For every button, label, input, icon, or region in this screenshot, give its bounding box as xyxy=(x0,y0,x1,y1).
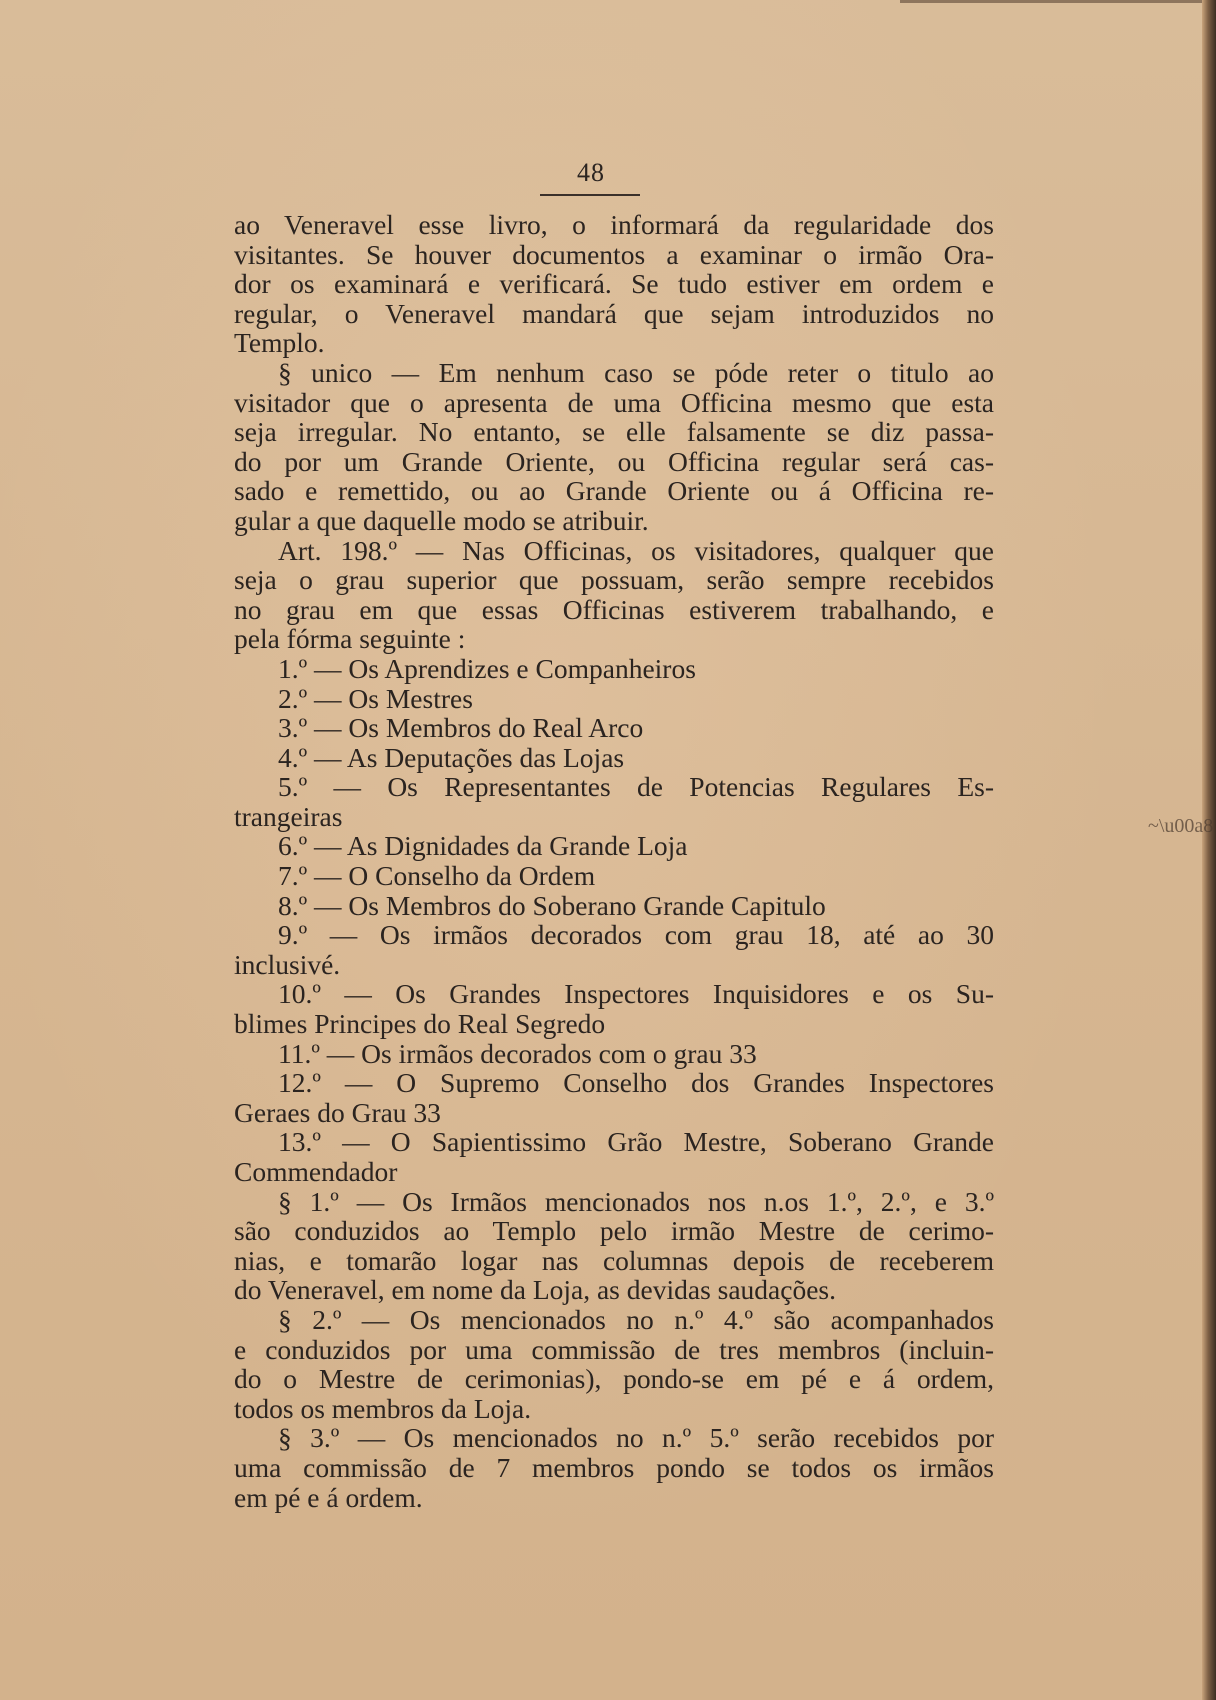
text-line: no grau em que essas Officinas estiverem trabalhando, e xyxy=(234,593,994,625)
text-line: 12.º — O Supremo Conselho dos Grandes Inspectores xyxy=(278,1067,994,1099)
text-line: 5.º — Os Representantes de Potencias Regulares Es- xyxy=(278,771,994,803)
text-line: uma commissão de 7 membros pondo se todos os irmãos xyxy=(234,1451,994,1483)
text-line: regular, o Veneravel mandará que sejam introduzidos no xyxy=(234,297,994,329)
text-line: 6.º — As Dignidades da Grande Loja xyxy=(278,830,688,862)
text-line: 7.º — O Conselho da Ordem xyxy=(278,860,596,892)
page-number-rule xyxy=(540,194,640,196)
page-edge-shadow-top xyxy=(900,0,1216,3)
text-line: Commendador xyxy=(234,1156,398,1187)
text-line: 10.º — Os Grandes Inspectores Inquisidores e os Su- xyxy=(278,978,994,1010)
text-line: inclusivé. xyxy=(234,948,341,980)
text-line: do por um Grande Oriente, ou Officina regular será cas- xyxy=(234,445,994,477)
text-line: e conduzidos por uma commissão de tres membros (incluin- xyxy=(234,1333,994,1365)
text-line: 2.º — Os Mestres xyxy=(278,682,473,714)
text-line: § unico — Em nenhum caso se póde reter o titulo ao xyxy=(278,356,994,388)
text-line: todos os membros da Loja. xyxy=(234,1392,532,1424)
page-number: 48 xyxy=(577,158,605,187)
text-line: § 2.º — Os mencionados no n.º 4.º são acompanhados xyxy=(278,1303,994,1335)
text-line: 8.º — Os Membros do Soberano Grande Capitulo xyxy=(278,889,826,921)
text-line: do o Mestre de cerimonias), pondo-se em pé e á ordem, xyxy=(234,1363,994,1395)
text-line: sado e remettido, ou ao Grande Oriente ou á Officina re- xyxy=(234,475,994,507)
text-line: gular a que daquelle modo se atribuir. xyxy=(234,504,649,536)
text-line: § 1.º — Os Irmãos mencionados nos n.os 1.º, 2.º, e 3.º xyxy=(278,1185,994,1217)
text-line: dor os examinará e verificará. Se tudo estiver em ordem e xyxy=(234,268,994,300)
text-line: em pé e á ordem. xyxy=(234,1481,423,1513)
text-line: são conduzidos ao Templo pelo irmão Mestre de cerimo- xyxy=(234,1215,994,1247)
body-text xyxy=(234,210,994,1512)
text-line: trangeiras xyxy=(234,800,343,832)
text-line: 3.º — Os Membros do Real Arco xyxy=(278,712,644,744)
text-line: 13.º — O Sapientissimo Grão Mestre, Soberano Grande xyxy=(278,1126,994,1158)
text-line: Art. 198.º — Nas Officinas, os visitadores, qualquer que xyxy=(278,534,994,566)
text-line: 1.º — Os Aprendizes e Companheiros xyxy=(278,652,696,684)
text-line: nias, e tomarão logar nas columnas depois de receberem xyxy=(234,1244,994,1276)
text-line: ao Veneravel esse livro, o informará da regularidade dos xyxy=(234,209,994,240)
text-line: 9.º — Os irmãos decorados com grau 18, até ao 30 xyxy=(278,919,994,951)
page-edge-shadow-right xyxy=(1202,0,1216,1700)
text-line: visitantes. Se houver documentos a examinar o irmão Ora- xyxy=(234,238,994,270)
text-line: 11.º — Os irmãos decorados com o grau 33 xyxy=(278,1037,757,1069)
text-line: Geraes do Grau 33 xyxy=(234,1096,441,1128)
text-line: § 3.º — Os mencionados no n.º 5.º serão recebidos por xyxy=(278,1422,994,1454)
text-line: do Veneravel, em nome da Loja, as devidas saudações. xyxy=(234,1274,836,1306)
text-line: Templo. xyxy=(234,327,325,359)
text-line: 4.º — As Deputações das Lojas xyxy=(278,741,625,773)
text-line: visitador que o apresenta de uma Officina mesmo que esta xyxy=(234,386,994,418)
text-line: blimes Principes do Real Segredo xyxy=(234,1008,606,1040)
text-line: seja o grau superior que possuam, serão sempre recebidos xyxy=(234,564,994,596)
text-line: pela fórma seguinte : xyxy=(234,623,466,655)
ink-smudge-mark: ~\u00a8 xyxy=(1148,815,1214,837)
text-line: seja irregular. No entanto, se elle falsamente se diz passa- xyxy=(234,416,994,448)
